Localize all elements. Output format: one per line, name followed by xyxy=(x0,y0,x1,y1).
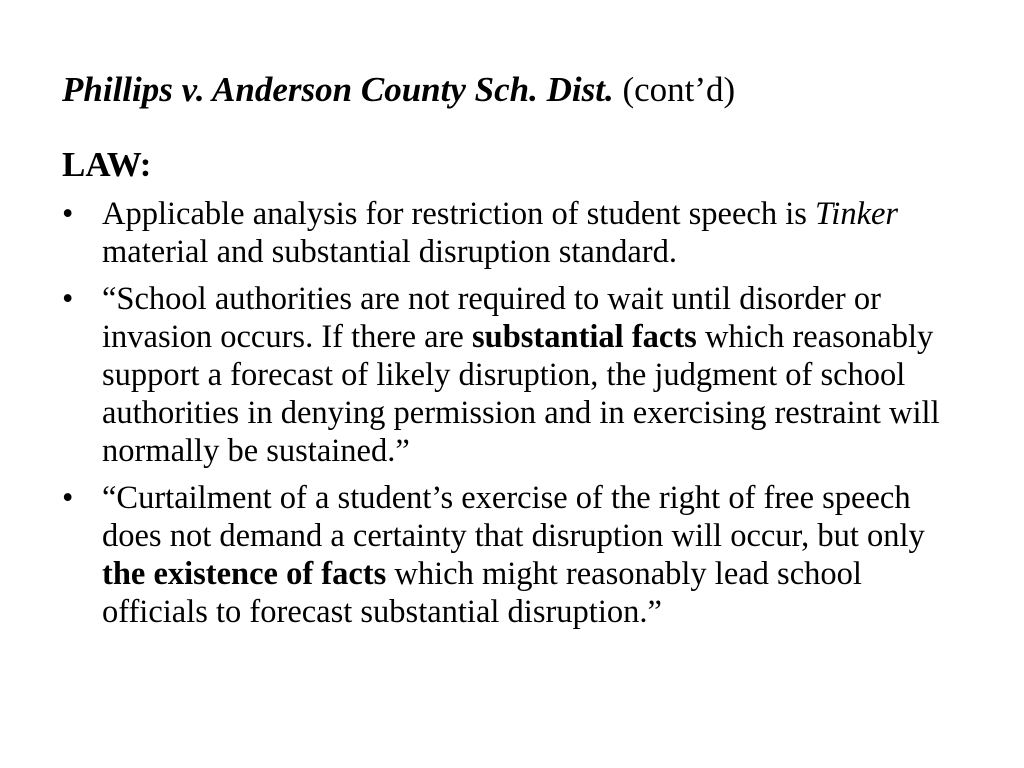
quote-text: which might reasonably lead school officials to forecast substantial disruption.” xyxy=(102,556,862,630)
case-reference: Tinker xyxy=(815,196,899,232)
emphasis-text: substantial facts xyxy=(471,319,697,355)
bullet-text: Applicable analysis for restriction of student speech is xyxy=(102,196,816,232)
section-heading: LAW: xyxy=(62,145,152,184)
bullet-list xyxy=(62,195,982,640)
quote-text: which reasonably support a forecast of likely disruption, the judgment of school authorities in denying permission and in exercising restraint will normally be sustained.” xyxy=(102,319,940,469)
bullet-item xyxy=(62,479,947,631)
bullet-item xyxy=(62,280,947,470)
case-name: Phillips v. Anderson County Sch. Dist. xyxy=(62,70,614,109)
quote-text: “School authorities are not required to wait until disorder or invasion occurs. If there are xyxy=(102,281,881,355)
quote-text: “Curtailment of a student’s exercise of the right of free speech does not demand a certainty that disruption will occur, but only xyxy=(102,480,925,554)
bullet-icon: • xyxy=(62,281,74,317)
bullet-icon: • xyxy=(62,480,74,516)
emphasis-text: the existence of facts xyxy=(102,556,387,592)
bullet-item xyxy=(62,195,982,271)
slide-title xyxy=(62,68,735,112)
title-suffix: (cont’d) xyxy=(613,70,736,109)
bullet-icon: • xyxy=(62,196,74,232)
bullet-text: material and substantial disruption standard. xyxy=(102,234,677,270)
